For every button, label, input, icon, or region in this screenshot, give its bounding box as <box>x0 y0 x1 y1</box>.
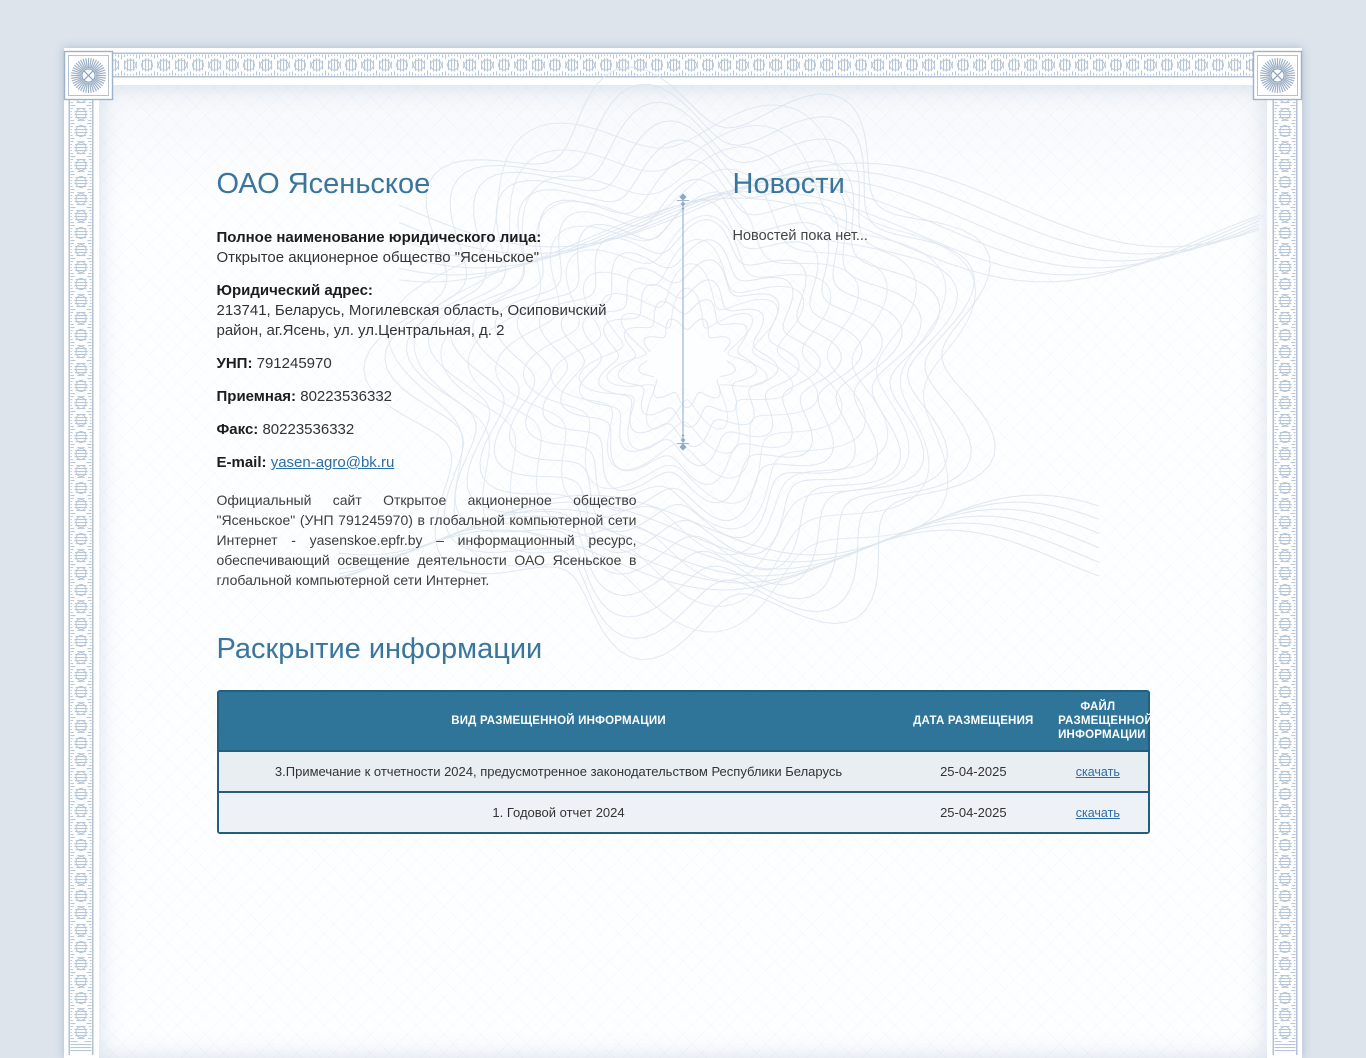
corner-rosette-top-right <box>1253 51 1302 100</box>
company-title: ОАО Ясеньское <box>216 168 431 200</box>
fax-value: 80223536332 <box>262 420 355 438</box>
reception-block <box>217 387 637 407</box>
disclosure-table <box>219 692 1153 832</box>
border-ornament-left <box>67 51 95 1055</box>
fax-block <box>217 420 637 440</box>
content-panel <box>99 85 1267 1058</box>
cell-file <box>1048 792 1147 832</box>
border-ornament-right <box>1271 51 1299 1055</box>
cell-file <box>1048 751 1147 792</box>
reception-value: 80223536332 <box>300 387 392 405</box>
cell-info-type: 3.Примечание к отчетности 2024, предусмотренное законодательством Республики Беларусь <box>219 751 899 792</box>
email-block <box>217 453 637 473</box>
cell-date: 25-04-2025 <box>899 751 1049 792</box>
download-link[interactable]: скачать <box>1075 764 1120 779</box>
table-row <box>219 751 1148 792</box>
email-link[interactable]: yasen-agro@bk.ru <box>270 453 395 471</box>
cell-date: 25-04-2025 <box>899 792 1049 832</box>
header-file: ФАЙЛ РАЗМЕЩЕННОЙ ИНФОРМАЦИИ <box>1048 692 1147 751</box>
address-block <box>217 281 637 341</box>
table-header-row <box>219 692 1148 751</box>
address-value: 213741, Беларусь, Могилевская область, Осиповичский район, аг.Ясень, ул. ул.Центральная, д. 2 <box>216 301 607 339</box>
header-date: ДАТА РАЗМЕЩЕНИЯ <box>899 692 1049 751</box>
table-row <box>219 792 1148 832</box>
news-title: Новости <box>732 168 845 200</box>
top-columns <box>217 169 1150 590</box>
news-empty-text: Новостей пока нет... <box>732 227 868 244</box>
disclosure-title: Раскрытие информации <box>216 632 543 665</box>
site-description: Официальный сайт Открытое акционерное общество "Ясеньское" (УНП 791245970) в глобальной компьютерной сети Интернет - yasenskoe.epfr.by – информационный ресурс, обеспечивающий освещение деятельности ОАО Ясеньское в глобальной компьютерной сети Интернет. <box>216 491 637 588</box>
fax-label: Факс: <box>216 420 259 438</box>
email-label: E-mail: <box>216 453 267 471</box>
news-section <box>733 169 1150 244</box>
disclosure-table-wrapper <box>217 690 1153 834</box>
full-name-value: Открытое акционерное общество "Ясеньское" <box>216 248 540 266</box>
certificate-frame <box>64 48 1302 1058</box>
border-ornament-top <box>67 51 1299 79</box>
unp-label: УНП: <box>216 354 253 372</box>
unp-value: 791245970 <box>256 354 332 372</box>
download-link[interactable]: скачать <box>1075 805 1120 820</box>
main-content <box>216 85 1153 834</box>
unp-block <box>217 354 637 374</box>
reception-label: Приемная: <box>216 387 297 405</box>
address-label: Юридический адрес: <box>216 281 373 299</box>
cell-info-type: 1. Годовой отчет 2024 <box>219 792 899 832</box>
corner-rosette-top-left <box>64 51 113 100</box>
full-name-block <box>217 228 637 268</box>
header-info-type: ВИД РАЗМЕЩЕННОЙ ИНФОРМАЦИИ <box>219 692 899 751</box>
full-name-label: Полное наименование юридического лица: <box>216 228 542 246</box>
company-info-section <box>217 169 637 590</box>
